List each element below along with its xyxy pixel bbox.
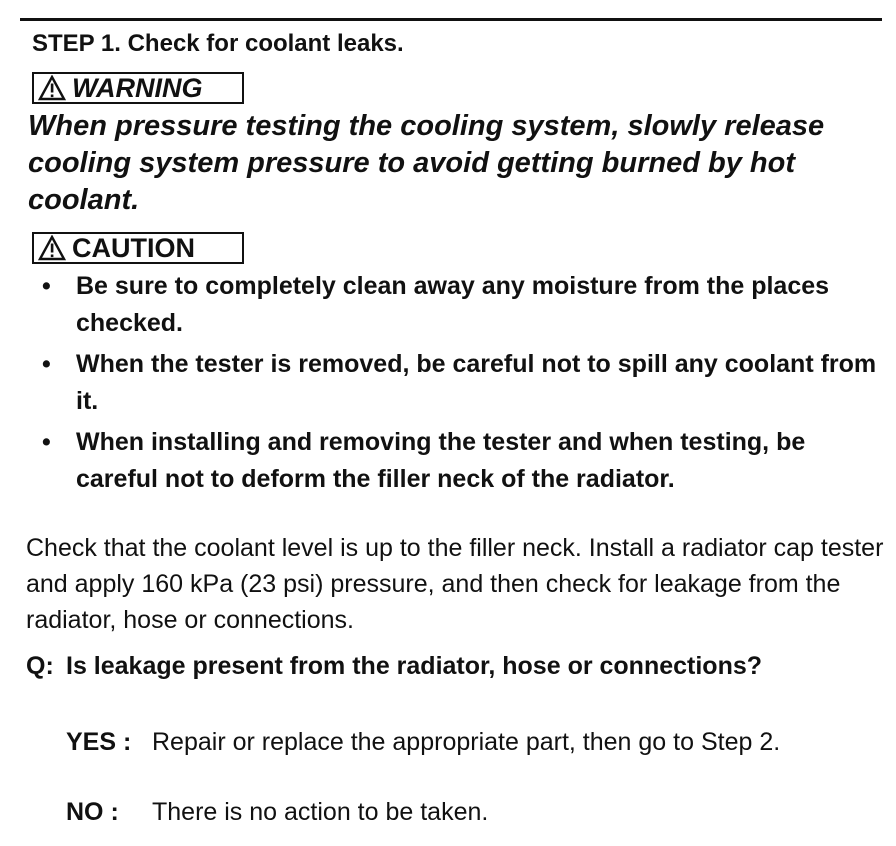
bullet-icon: • [42, 272, 51, 300]
answer-no-label: NO : [66, 798, 119, 826]
bullet-icon: • [42, 350, 51, 378]
question-text: Is leakage present from the radiator, hose or connections? [66, 652, 763, 680]
caution-item-text: When installing and removing the tester and when testing, be careful not to deform the filler neck of the radiator. [76, 428, 806, 493]
bullet-icon: • [42, 428, 51, 456]
top-rule-divider [20, 18, 882, 21]
caution-label-box [32, 232, 244, 264]
warning-text: When pressure testing the cooling system, slowly release cooling system pressure to avoid getting burned by hot coolant. [28, 110, 825, 216]
answer-yes-label: YES : [66, 728, 132, 756]
procedure-text: Check that the coolant level is up to the filler neck. Install a radiator cap tester and apply 160 kPa (23 psi) pressure, and then check for leakage from the radiator, hose or connections. [26, 534, 884, 634]
warning-triangle-icon [38, 235, 66, 261]
caution-item-text: Be sure to completely clean away any moisture from the places checked. [76, 272, 830, 337]
question-label: Q: [26, 652, 54, 680]
caution-label: CAUTION [72, 232, 195, 263]
caution-item [40, 424, 880, 498]
warning-triangle-icon [38, 75, 66, 101]
caution-item-text: When the tester is removed, be careful not to spill any coolant from it. [76, 350, 877, 415]
caution-list [40, 268, 880, 502]
warning-label: WARNING [72, 72, 203, 103]
step-heading: STEP 1. Check for coolant leaks. [32, 30, 404, 57]
answer-no-text: There is no action to be taken. [152, 798, 489, 826]
answer-yes-text: Repair or replace the appropriate part, then go to Step 2. [152, 728, 781, 756]
warning-label-box [32, 72, 244, 104]
caution-item [40, 346, 880, 420]
caution-item [40, 268, 880, 342]
